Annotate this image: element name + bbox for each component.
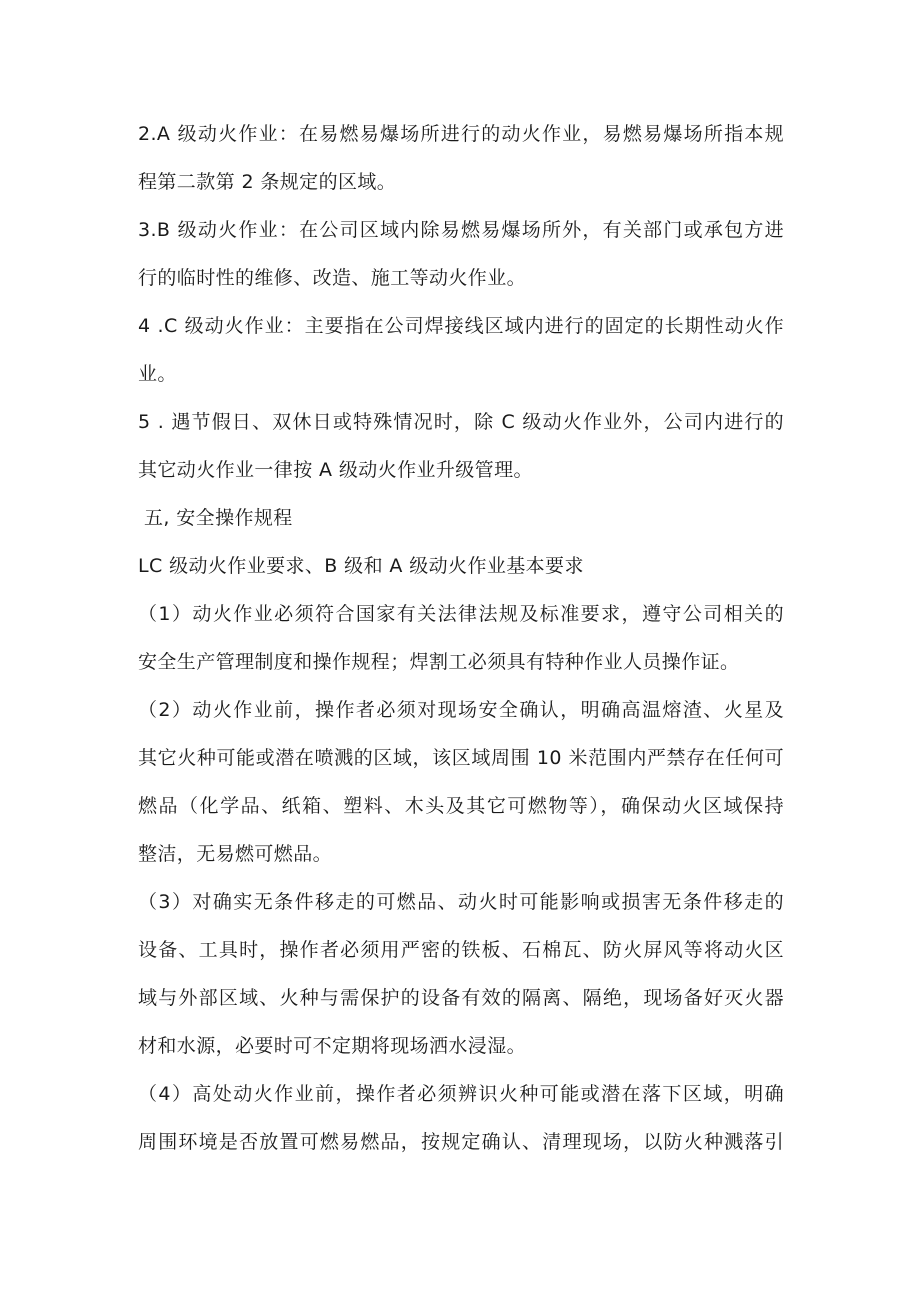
text-line: 5 . 遇节假日、双休日或特殊情况时，除 C 级动火作业外，公司内进行的	[138, 411, 784, 433]
text-line: 其它动火作业一律按 A 级动火作业升级管理。	[138, 459, 533, 481]
text-line: （3）对确实无条件移走的可燃品、动火时可能影响或损害无条件移走的	[138, 891, 784, 913]
text-line: 安全生产管理制度和操作规程；焊割工必须具有特种作业人员操作证。	[138, 651, 740, 673]
text-line: 设备、工具时，操作者必须用严密的铁板、石棉瓦、防火屏风等将动火区	[138, 939, 784, 961]
text-line: 4 .C 级动火作业：主要指在公司焊接线区域内进行的固定的长期性动火作	[138, 315, 784, 337]
text-line: 程第二款第 2 条规定的区域。	[138, 171, 397, 193]
text-line: 2.A 级动火作业：在易燃易爆场所进行的动火作业，易燃易爆场所指本规	[138, 123, 784, 145]
text-line: 行的临时性的维修、改造、施工等动火作业。	[138, 267, 527, 289]
section-heading: 五, 安全操作规程	[144, 507, 293, 529]
text-line: 周围环境是否放置可燃易燃品，按规定确认、清理现场，以防火种溅落引	[138, 1131, 784, 1153]
text-line: 域与外部区域、火种与需保护的设备有效的隔离、隔绝，现场备好灭火器	[138, 987, 784, 1009]
text-line: 其它火种可能或潜在喷溅的区域，该区域周围 10 米范围内严禁存在任何可	[138, 747, 784, 769]
text-line: 业。	[138, 363, 177, 385]
text-line: 燃品（化学品、纸箱、塑料、木头及其它可燃物等），确保动火区域保持	[138, 795, 784, 817]
text-line: 整洁，无易燃可燃品。	[138, 843, 333, 865]
text-line: （1）动火作业必须符合国家有关法律法规及标准要求，遵守公司相关的	[138, 603, 784, 625]
text-line: （4）高处动火作业前，操作者必须辨识火种可能或潜在落下区域，明确	[138, 1083, 784, 1105]
subsection-heading: LC 级动火作业要求、B 级和 A 级动火作业基本要求	[138, 555, 584, 577]
text-line: 材和水源，必要时可不定期将现场洒水浸湿。	[138, 1035, 527, 1057]
text-line: 3.B 级动火作业：在公司区域内除易燃易爆场所外，有关部门或承包方进	[138, 219, 784, 241]
text-line: （2）动火作业前，操作者必须对现场安全确认，明确高温熔渣、火星及	[138, 699, 784, 721]
